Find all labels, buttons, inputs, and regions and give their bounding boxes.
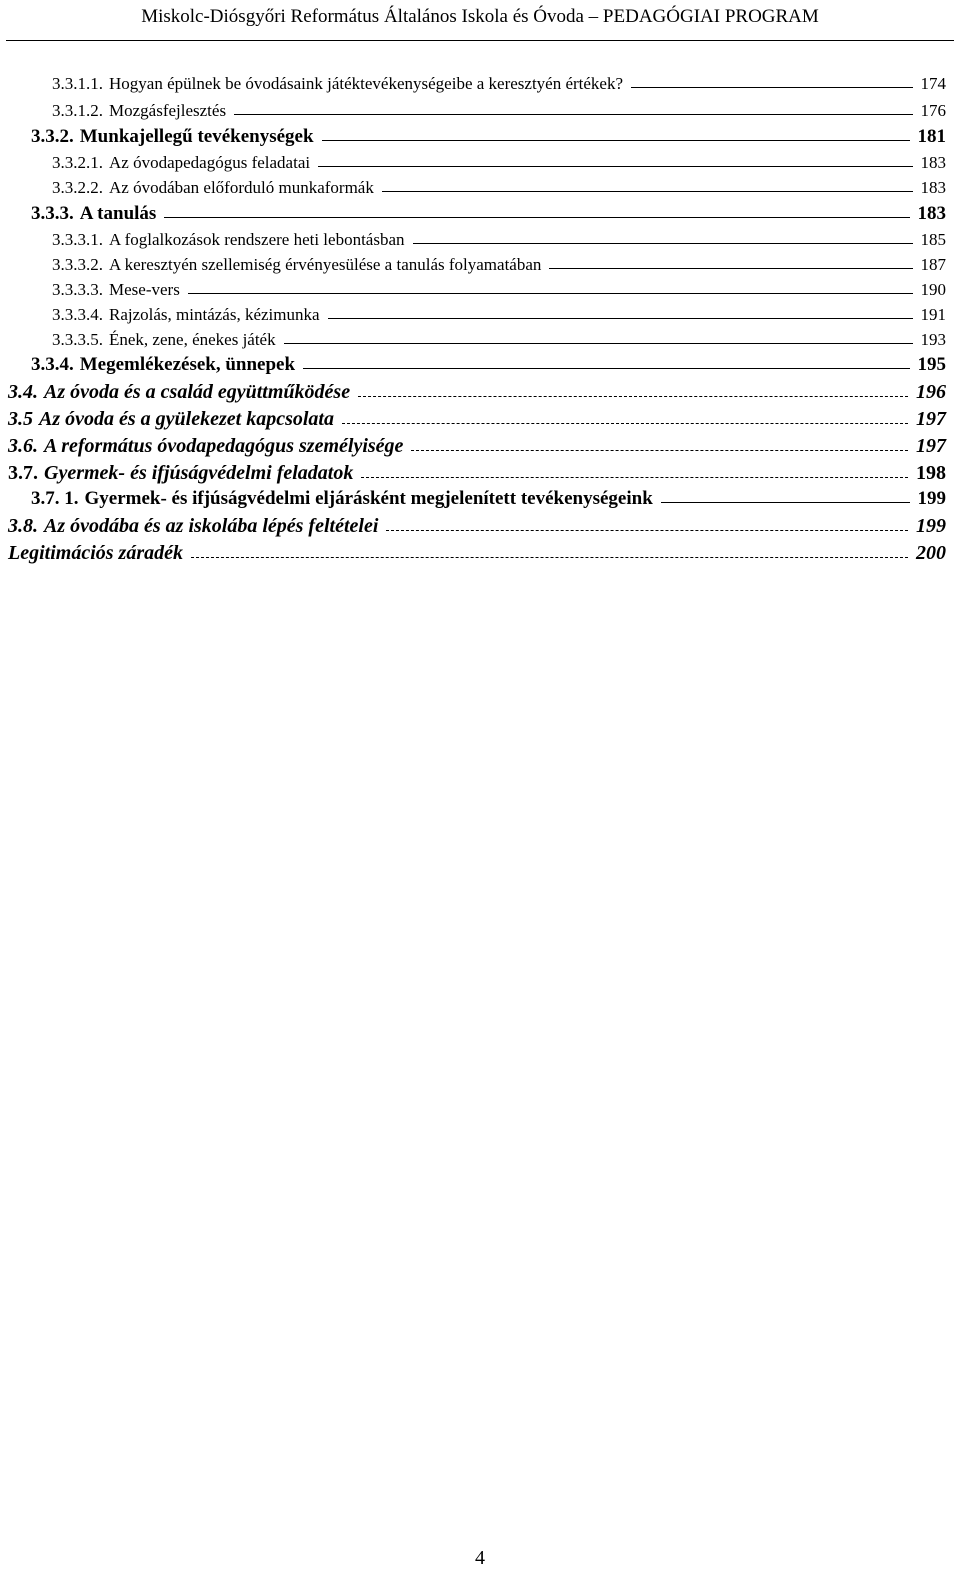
- toc-entry-3-3-3-4[interactable]: [52, 305, 946, 325]
- toc-leader: [284, 342, 913, 344]
- toc-entry-number: 3.8.: [8, 515, 38, 537]
- toc-leader: [234, 113, 912, 115]
- toc-entry-page: 183: [920, 178, 946, 197]
- toc-entry-number: 3.3.3.4.: [52, 305, 103, 324]
- toc-leader: [188, 292, 913, 294]
- toc-entry-title: Mozgásfejlesztés: [109, 101, 227, 120]
- toc-entry-title: A tanulás: [79, 203, 157, 224]
- toc-entry-page: 174: [920, 74, 946, 93]
- toc-entry-page: 197: [916, 408, 946, 430]
- toc-entry-title: Az óvodapedagógus feladatai: [109, 153, 311, 172]
- toc-entry-title: A foglalkozások rendszere heti lebontásban: [109, 230, 405, 249]
- toc-entry-3-3-3-5[interactable]: [52, 330, 946, 350]
- toc-entry-3-3-1-2[interactable]: [52, 101, 946, 121]
- toc-entry-number: 3.3.3.2.: [52, 255, 103, 274]
- toc-entry-number: 3.3.2.2.: [52, 178, 103, 197]
- header-title: Miskolc-Diósgyőri Református Általános Iskola és Óvoda – PEDAGÓGIAI PROGRAM: [141, 6, 819, 27]
- toc-entry-number: 3.7. 1.: [31, 488, 79, 509]
- toc-entry-number: 3.3.3.: [31, 203, 74, 224]
- toc-leader: [303, 367, 909, 369]
- toc-entry-number: 3.3.2.1.: [52, 153, 103, 172]
- toc-entry-title: Az óvodába és az iskolába lépés feltételei: [44, 515, 379, 537]
- toc-entry-number: 3.7.: [8, 462, 38, 484]
- toc-entry-3-6[interactable]: [8, 434, 946, 458]
- toc-leader: [413, 242, 913, 244]
- toc-entry-title: Legitimációs záradék: [8, 542, 183, 564]
- toc-leader: [549, 267, 912, 269]
- toc-entry-title: A keresztyén szellemiség érvényesülése a tanulás folyamatában: [109, 255, 542, 274]
- toc-entry-3-7[interactable]: [8, 461, 946, 485]
- toc-entry-title: Gyermek- és ifjúságvédelmi feladatok: [44, 462, 354, 484]
- toc-entry-3-3-1-1[interactable]: [52, 74, 946, 94]
- toc-entry-title: A református óvodapedagógus személyisége: [44, 435, 404, 457]
- toc-entry-3-5[interactable]: [8, 407, 946, 431]
- toc-entry-3-3-2[interactable]: [31, 126, 946, 148]
- toc-entry-page: 198: [916, 462, 946, 484]
- page-number: 4: [475, 1547, 485, 1569]
- toc-entry-3-3-2-2[interactable]: [52, 178, 946, 198]
- toc-entry-title: Megemlékezések, ünnepek: [79, 354, 296, 375]
- toc-entry-number: 3.3.3.1.: [52, 230, 103, 249]
- toc-entry-3-3-4[interactable]: [31, 354, 946, 376]
- toc-entry-page: 183: [917, 203, 946, 224]
- toc-entry-page: 181: [917, 126, 946, 147]
- toc-entry-3-3-2-1[interactable]: [52, 153, 946, 173]
- toc-entry-number: 3.3.3.5.: [52, 330, 103, 349]
- page-header: [0, 0, 960, 44]
- toc-entry-page: 185: [920, 230, 946, 249]
- toc-leader: [358, 395, 908, 397]
- toc-entry-3-3-3[interactable]: [31, 203, 946, 225]
- toc-entry-title: Rajzolás, mintázás, kézimunka: [109, 305, 320, 324]
- toc-leader: [164, 216, 909, 218]
- toc-entry-title: Hogyan épülnek be óvodásaink játéktevékenységeibe a keresztyén értékek?: [109, 74, 624, 93]
- toc-entry-number: 3.5: [8, 408, 33, 430]
- toc-entry-3-3-3-1[interactable]: [52, 230, 946, 250]
- toc-entry-title: Mese-vers: [109, 280, 180, 299]
- toc-leader: [382, 190, 913, 192]
- toc-leader: [661, 501, 910, 503]
- toc-entry-page: 196: [916, 381, 946, 403]
- toc-entry-title: Az óvodában előforduló munkaformák: [109, 178, 374, 197]
- toc-entry-title: Ének, zene, énekes játék: [109, 330, 276, 349]
- header-divider: [6, 40, 954, 41]
- toc-entry-3-8[interactable]: [8, 514, 946, 538]
- toc-leader: [318, 165, 912, 167]
- toc-leader: [342, 422, 908, 424]
- toc-leader: [411, 449, 908, 451]
- toc-entry-title: Az óvoda és a család együttműködése: [44, 381, 351, 403]
- toc-entry-page: 197: [916, 435, 946, 457]
- toc-entry-number: 3.3.3.3.: [52, 280, 103, 299]
- toc-entry-number: 3.3.2.: [31, 126, 74, 147]
- toc-entry-page: 195: [917, 354, 946, 375]
- toc-entry-page: 187: [920, 255, 946, 274]
- toc-entry-title: Az óvoda és a gyülekezet kapcsolata: [39, 408, 334, 430]
- toc-entry-page: 199: [917, 488, 946, 509]
- toc-entry-page: 190: [920, 280, 946, 299]
- toc-entry-page: 200: [916, 542, 946, 564]
- toc-entry-number: 3.3.4.: [31, 354, 74, 375]
- toc-entry-page: 176: [920, 101, 946, 120]
- toc-entry-page: 193: [920, 330, 946, 349]
- toc-entry-3-7-1[interactable]: [31, 488, 946, 510]
- toc-entry-page: 199: [916, 515, 946, 537]
- toc-leader: [322, 139, 910, 141]
- toc-entry-legitimacios-zaradek[interactable]: [8, 541, 946, 565]
- toc-entry-page: 191: [920, 305, 946, 324]
- toc-entry-title: Gyermek- és ifjúságvédelmi eljárásként megjelenített tevékenységeink: [84, 488, 653, 509]
- toc-entry-3-3-3-3[interactable]: [52, 280, 946, 300]
- toc-leader: [631, 86, 912, 88]
- toc-entry-number: 3.4.: [8, 381, 38, 403]
- toc-leader: [361, 476, 908, 478]
- toc-entry-number: 3.3.1.1.: [52, 74, 103, 93]
- toc-leader: [191, 556, 908, 558]
- toc-leader: [328, 317, 913, 319]
- toc-entry-3-3-3-2[interactable]: [52, 255, 946, 275]
- toc-leader: [386, 529, 908, 531]
- toc-entry-number: 3.3.1.2.: [52, 101, 103, 120]
- toc-entry-3-4[interactable]: [8, 380, 946, 404]
- toc-entry-title: Munkajellegű tevékenységek: [79, 126, 314, 147]
- toc-entry-number: 3.6.: [8, 435, 38, 457]
- toc-entry-page: 183: [920, 153, 946, 172]
